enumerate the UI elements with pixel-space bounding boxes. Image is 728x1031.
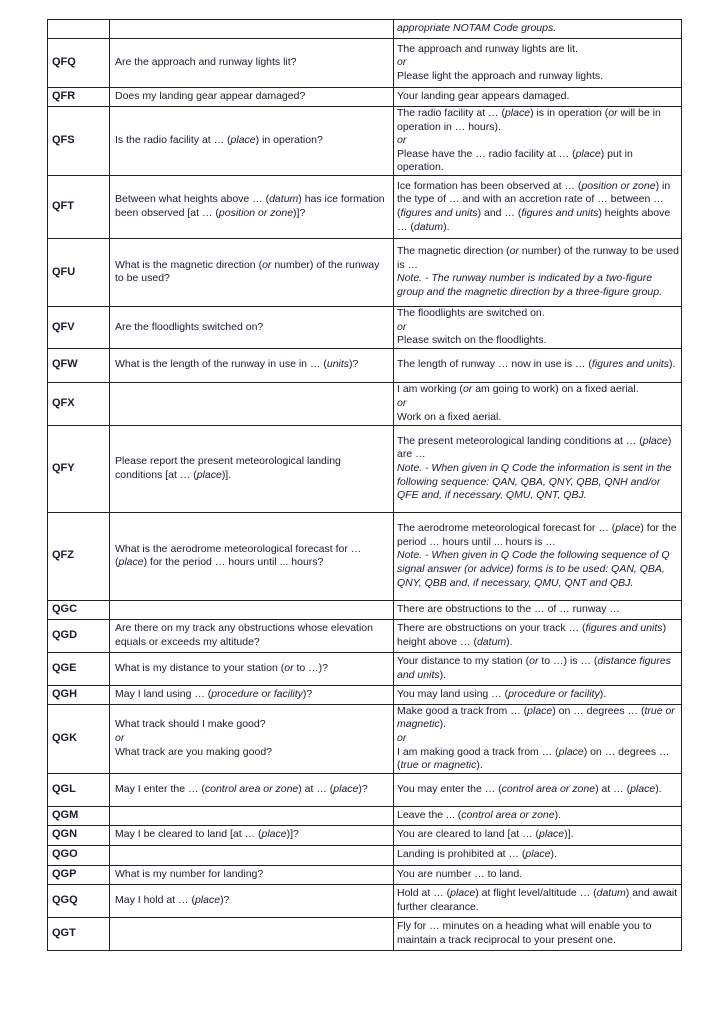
table-row <box>48 107 682 176</box>
answer-cell <box>394 685 682 704</box>
question-cell <box>110 806 394 825</box>
q-code-table <box>47 19 682 951</box>
answer-cell <box>394 652 682 685</box>
table-row <box>48 865 682 884</box>
italic-text: place <box>525 848 551 861</box>
q-code-cell: QFQ <box>48 39 110 88</box>
text-line <box>397 809 679 823</box>
text-line <box>397 180 679 234</box>
q-code-cell: QFU <box>48 238 110 306</box>
text-segment: ) on … degrees … ( <box>552 704 645 717</box>
text-segment: number) of the runway to be used? <box>115 258 380 285</box>
question-cell <box>110 619 394 652</box>
italic-text: Note. - When given in Q Code the information is sent in the following sequence: QAN, QBA, QNY, QBB, QNH and/or QFE and, if necessary, QMU, QNT, QBJ. <box>397 461 672 502</box>
table-row <box>48 845 682 865</box>
italic-text: place <box>194 893 221 906</box>
italic-text: or <box>284 661 294 674</box>
text-segment: )]? <box>293 206 306 219</box>
text-segment: ) heights above … ( <box>397 206 671 233</box>
table-row <box>48 88 682 107</box>
text-line <box>397 334 679 348</box>
text-segment: )? <box>349 358 359 371</box>
answer-cell <box>394 865 682 884</box>
text-segment: ). <box>443 220 450 233</box>
italic-text: procedure or facility <box>211 687 303 700</box>
text-segment: What track are you making good? <box>115 745 272 758</box>
text-segment: to …)? <box>293 661 329 674</box>
q-code-cell: QFZ <box>48 512 110 600</box>
text-line <box>397 655 679 682</box>
text-segment: ) are … <box>397 434 672 461</box>
text-segment: Are the approach and runway lights lit? <box>115 56 297 69</box>
text-line <box>397 90 679 104</box>
answer-cell <box>394 704 682 773</box>
answer-cell <box>394 382 682 425</box>
q-code-cell: QFY <box>48 425 110 512</box>
italic-text: true or magnetic <box>397 704 675 731</box>
text-segment: ) put in operation. <box>397 147 633 174</box>
text-line <box>397 245 679 272</box>
text-segment: Is the radio facility at … ( <box>115 134 231 147</box>
text-segment: )? <box>302 687 313 700</box>
text-line <box>397 134 679 148</box>
text-line <box>115 732 391 746</box>
text-segment: May I land using … ( <box>115 687 212 700</box>
text-segment: Ice formation has been observed at … ( <box>397 179 582 192</box>
text-segment: Are the floodlights switched on? <box>115 320 264 333</box>
italic-text: place <box>333 782 359 795</box>
question-cell <box>110 425 394 512</box>
table-row <box>48 917 682 950</box>
text-line <box>115 543 391 570</box>
q-code-cell: QFW <box>48 348 110 382</box>
italic-text: or <box>262 258 272 271</box>
text-segment: ) on … degrees … ( <box>397 745 670 772</box>
text-segment: ). <box>668 358 676 371</box>
text-segment: There are obstructions on your track … ( <box>397 622 586 635</box>
text-line <box>397 746 679 773</box>
text-line <box>397 43 679 57</box>
question-cell <box>110 238 394 306</box>
q-code-cell: QGT <box>48 917 110 950</box>
answer-cell <box>394 175 682 238</box>
table-row <box>48 884 682 917</box>
text-segment: Fly for … minutes on a heading what will enable you to maintain a track reciprocal to your present one. <box>397 920 652 946</box>
italic-text: datum <box>269 193 299 206</box>
text-segment: ) at … ( <box>298 782 334 795</box>
text-segment: May I enter the … ( <box>115 782 205 795</box>
text-line <box>397 22 679 36</box>
question-cell <box>110 825 394 845</box>
italic-text: place <box>450 887 476 900</box>
italic-text: place <box>615 522 641 535</box>
text-segment: ) in operation? <box>255 134 323 147</box>
question-cell <box>110 685 394 704</box>
text-line <box>115 134 391 148</box>
text-segment: You may land using … ( <box>397 687 509 700</box>
text-segment: Please light the approach and runway lights. <box>397 69 604 82</box>
question-cell <box>110 917 394 950</box>
italic-text: or <box>608 107 618 119</box>
italic-text: position or zone <box>581 179 656 192</box>
italic-text: distance figures and units <box>397 655 671 681</box>
text-line <box>397 603 679 617</box>
italic-text: position or zone <box>218 206 294 219</box>
text-segment: to …) is … ( <box>538 655 598 668</box>
answer-cell <box>394 884 682 917</box>
italic-text: figures and units <box>591 358 669 371</box>
q-code-cell: QGO <box>48 845 110 865</box>
italic-text: true or magnetic <box>400 759 477 772</box>
question-cell <box>110 88 394 107</box>
answer-cell <box>394 512 682 600</box>
text-segment: What is my number for landing? <box>115 867 264 880</box>
table-row <box>48 20 682 39</box>
table-row <box>48 685 682 704</box>
table-row <box>48 39 682 88</box>
text-segment: The length of runway … now in use is … ( <box>397 358 592 371</box>
table-row <box>48 652 682 685</box>
question-cell <box>110 884 394 917</box>
text-line <box>397 688 679 702</box>
q-code-cell: QGP <box>48 865 110 884</box>
italic-text: datum <box>413 220 444 233</box>
text-segment: The magnetic direction ( <box>397 245 510 258</box>
answer-cell <box>394 619 682 652</box>
q-code-cell: QGM <box>48 806 110 825</box>
text-line <box>397 307 679 321</box>
text-line <box>115 56 391 70</box>
text-segment: The approach and runway lights are lit. <box>397 42 578 55</box>
italic-text: Note. - When given in Q Code the following sequence of Q signal answer (or advice) forms is to be used: QAN, QBA, QNY, QBB and, if necessary, QMU, QNT and QBJ. <box>397 549 670 589</box>
text-segment: Please switch on the floodlights. <box>397 334 547 347</box>
text-segment: ). <box>476 759 483 772</box>
italic-text: place <box>504 107 531 119</box>
question-cell <box>110 107 394 176</box>
q-code-cell: QGH <box>48 685 110 704</box>
text-segment: ). <box>439 668 447 681</box>
text-segment: The present meteorological landing conditions at … ( <box>397 434 643 447</box>
table-row <box>48 773 682 806</box>
text-segment: Landing is prohibited at … ( <box>397 848 526 861</box>
q-code-cell: QGN <box>48 825 110 845</box>
question-cell <box>110 600 394 619</box>
answer-cell <box>394 806 682 825</box>
question-cell <box>110 512 394 600</box>
text-line <box>115 746 391 760</box>
text-segment: What is the length of the runway in use in … ( <box>115 358 327 371</box>
text-line <box>115 90 391 104</box>
text-segment: What is the magnetic direction ( <box>115 258 263 271</box>
italic-text: control area or zone <box>461 808 555 821</box>
q-code-cell: QGE <box>48 652 110 685</box>
text-line <box>397 321 679 335</box>
text-segment: Please report the present meteorological landing conditions [at … ( <box>115 455 341 481</box>
italic-text: or <box>397 320 407 333</box>
text-line <box>397 411 679 425</box>
italic-text: datum <box>596 887 626 900</box>
text-segment: Work on a fixed aerial. <box>397 410 502 423</box>
text-segment: )? <box>358 782 368 795</box>
table-row <box>48 348 682 382</box>
answer-cell <box>394 20 682 39</box>
text-segment: )? <box>220 893 230 906</box>
text-segment: ) height above … ( <box>397 622 667 648</box>
q-code-cell: QGD <box>48 619 110 652</box>
question-cell <box>110 382 394 425</box>
text-line <box>397 56 679 70</box>
text-line <box>397 522 679 549</box>
italic-text: datum <box>476 635 507 648</box>
text-segment: The floodlights are switched on. <box>397 306 545 319</box>
text-segment: Does my landing gear appear damaged? <box>115 90 306 103</box>
italic-text: place <box>642 434 668 447</box>
text-segment: number) of the runway to be used is … <box>397 245 679 271</box>
text-line <box>115 622 391 649</box>
text-line <box>397 462 679 503</box>
text-segment: ) is in operation ( <box>530 107 609 119</box>
italic-text: place <box>575 147 601 160</box>
text-line <box>397 622 679 649</box>
text-segment: )]? <box>286 828 299 841</box>
text-segment: May I hold at … ( <box>115 893 195 906</box>
text-line <box>115 321 391 335</box>
question-cell <box>110 704 394 773</box>
q-code-cell: QGQ <box>48 884 110 917</box>
text-segment: ) at … ( <box>595 782 631 795</box>
q-code-cell: QFS <box>48 107 110 176</box>
text-line <box>397 848 679 862</box>
text-line <box>397 148 679 175</box>
text-segment: You may enter the … ( <box>397 782 502 795</box>
italic-text: control area or zone <box>204 782 299 795</box>
text-segment: Your landing gear appears damaged. <box>397 90 570 103</box>
text-segment: Hold at … ( <box>397 887 451 900</box>
table-row <box>48 600 682 619</box>
italic-text: Note. - The runway number is indicated by a two-figure group and the magnetic direction by a three-figure group. <box>397 272 662 299</box>
text-line <box>397 549 679 590</box>
text-line <box>115 193 391 220</box>
text-segment: ). <box>554 808 562 821</box>
answer-cell <box>394 425 682 512</box>
q-code-table-body <box>48 20 682 951</box>
table-row <box>48 238 682 306</box>
text-line <box>397 783 679 797</box>
italic-text: place <box>558 745 584 758</box>
answer-cell <box>394 348 682 382</box>
table-row <box>48 425 682 512</box>
answer-cell <box>394 39 682 88</box>
table-row <box>48 806 682 825</box>
italic-text: figures and units <box>400 206 478 219</box>
text-segment: I am making good a track from … ( <box>397 745 559 758</box>
italic-text: units <box>326 358 350 371</box>
q-code-cell: QGL <box>48 773 110 806</box>
text-line <box>115 688 391 702</box>
table-row <box>48 704 682 773</box>
text-segment: Are there on my track any obstructions whose elevation equals or exceeds my altitude? <box>115 622 373 648</box>
answer-cell <box>394 773 682 806</box>
text-segment: What track should I make good? <box>115 718 266 731</box>
answer-cell <box>394 88 682 107</box>
italic-text: place <box>261 828 287 841</box>
text-segment: ). <box>506 635 513 648</box>
italic-text: or <box>115 731 125 744</box>
text-line <box>115 718 391 732</box>
text-segment: ). <box>599 687 607 700</box>
q-code-cell <box>48 20 110 39</box>
italic-text: or <box>397 56 407 69</box>
text-segment: Between what heights above … ( <box>115 193 270 206</box>
italic-text: figures and units <box>521 206 599 219</box>
text-segment: I am working ( <box>397 383 463 396</box>
question-cell <box>110 845 394 865</box>
answer-cell <box>394 306 682 348</box>
text-segment: ) for the period … hours until ... hours is … <box>397 522 677 548</box>
text-line <box>397 435 679 462</box>
text-line <box>397 868 679 882</box>
text-segment: May I be cleared to land [at … ( <box>115 828 262 841</box>
text-segment: ) and await further clearance. <box>397 887 678 913</box>
table-row <box>48 382 682 425</box>
text-segment: What is my distance to your station ( <box>115 661 285 674</box>
text-segment: )]. <box>221 468 232 481</box>
answer-cell <box>394 238 682 306</box>
q-code-cell: QFX <box>48 382 110 425</box>
italic-text: place <box>196 468 222 481</box>
text-line <box>115 259 391 286</box>
q-code-cell: QGC <box>48 600 110 619</box>
text-line <box>397 107 679 134</box>
text-segment: am going to work) on a fixed aerial. <box>472 383 639 396</box>
text-line <box>115 894 391 908</box>
q-code-cell: QFT <box>48 175 110 238</box>
text-segment: ). <box>439 718 447 731</box>
question-cell <box>110 306 394 348</box>
text-segment: ) for the period … hours until ... hours? <box>143 556 324 569</box>
italic-text: or <box>397 731 407 744</box>
question-cell <box>110 865 394 884</box>
table-row <box>48 512 682 600</box>
text-segment: )]. <box>564 828 574 841</box>
answer-cell <box>394 600 682 619</box>
italic-text: or <box>397 134 407 147</box>
text-segment: The radio facility at … ( <box>397 107 505 119</box>
question-cell <box>110 348 394 382</box>
table-row <box>48 306 682 348</box>
text-segment: You are number … to land. <box>397 867 523 880</box>
text-line <box>115 828 391 842</box>
text-segment: will be in operation in … hours). <box>397 107 661 133</box>
text-segment: Make good a track from … ( <box>397 704 528 717</box>
italic-text: place <box>539 828 565 841</box>
text-line <box>397 70 679 84</box>
italic-text: place <box>527 704 553 717</box>
text-segment: ). <box>550 848 557 861</box>
text-segment: Please have the … radio facility at … ( <box>397 147 576 160</box>
text-line <box>115 358 391 372</box>
italic-text: appropriate NOTAM Code groups. <box>397 22 557 35</box>
italic-text: place <box>118 556 144 569</box>
text-segment: The aerodrome meteorological forecast for … ( <box>397 522 616 535</box>
text-line <box>397 887 679 914</box>
text-segment: There are obstructions to the … of … runway … <box>397 602 620 615</box>
italic-text: or <box>397 396 407 409</box>
table-row <box>48 619 682 652</box>
italic-text: control area or zone <box>501 782 596 795</box>
answer-cell <box>394 845 682 865</box>
text-segment: Leave the ... ( <box>397 808 462 821</box>
text-segment: ). <box>655 782 662 795</box>
answer-cell <box>394 107 682 176</box>
text-segment: What is the aerodrome meteorological forecast for … ( <box>115 542 362 569</box>
italic-text: procedure or facility <box>508 687 600 700</box>
text-line <box>397 828 679 842</box>
italic-text: figures and units <box>585 622 663 635</box>
q-code-cell: QFV <box>48 306 110 348</box>
text-line <box>397 397 679 411</box>
italic-text: place <box>630 782 656 795</box>
text-line <box>115 868 391 882</box>
q-code-cell: QFR <box>48 88 110 107</box>
text-line <box>115 783 391 797</box>
text-line <box>397 358 679 372</box>
text-segment: You are cleared to land [at … ( <box>397 828 540 841</box>
text-line <box>397 383 679 397</box>
q-code-cell: QGK <box>48 704 110 773</box>
text-segment: ) at flight level/altitude … ( <box>475 887 597 900</box>
question-cell <box>110 652 394 685</box>
text-line <box>397 732 679 746</box>
italic-text: or <box>509 245 519 258</box>
text-line <box>397 920 679 947</box>
question-cell <box>110 773 394 806</box>
answer-cell <box>394 825 682 845</box>
text-segment: ) has ice formation been observed [at … ( <box>115 193 385 219</box>
question-cell <box>110 20 394 39</box>
italic-text: or <box>529 655 539 668</box>
italic-text: or <box>462 383 473 396</box>
text-line <box>397 705 679 732</box>
text-line <box>397 272 679 299</box>
text-segment: Your distance to my station ( <box>397 655 530 668</box>
text-line <box>115 662 391 676</box>
question-cell <box>110 39 394 88</box>
question-cell <box>110 175 394 238</box>
table-row <box>48 175 682 238</box>
italic-text: place <box>230 134 256 147</box>
text-segment: ) and … ( <box>477 206 522 219</box>
text-line <box>115 455 391 482</box>
table-row <box>48 825 682 845</box>
text-segment: ) in the type of … and with an accretion rate of … between … ( <box>397 179 671 219</box>
answer-cell <box>394 917 682 950</box>
